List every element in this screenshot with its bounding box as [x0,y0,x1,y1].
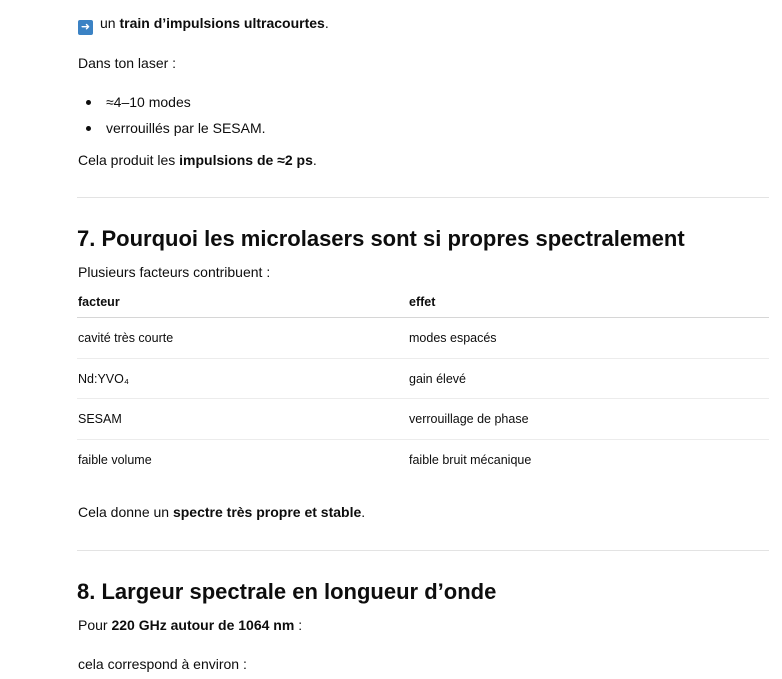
bandwidth-line: Pour 220 GHz autour de 1064 nm : [78,617,303,633]
table-cell-factor: cavité très courte [78,331,174,345]
table-header-effect: effet [409,295,436,309]
table-row-divider [77,398,769,399]
table-header-factor: facteur [78,295,120,309]
table-cell-factor: SESAM [78,412,122,426]
table-cell-effect: verrouillage de phase [409,412,529,426]
table-row-divider [77,358,769,359]
section-divider [77,197,769,198]
bullet-dot [86,100,91,105]
section-7-intro: Plusieurs facteurs contribuent : [78,264,271,280]
bullet-item: verrouillés par le SESAM. [106,120,266,136]
pulse-result-text: Cela produit les impulsions de ≈2 ps. [78,152,317,168]
table-cell-effect: faible bruit mécanique [409,453,532,467]
laser-intro-text: Dans ton laser : [78,55,177,71]
right-arrow-emoji-icon: ➜ [78,20,93,35]
section-8-heading: 8. Largeur spectrale en longueur d’onde [77,579,497,604]
section-divider [77,550,769,551]
bullet-item: ≈4–10 modes [106,94,191,110]
table-cell-effect: gain élevé [409,372,466,386]
spectrum-conclusion-text: Cela donne un spectre très propre et stable. [78,504,366,520]
table-row-divider [77,439,769,440]
table-cell-factor: Nd:YVO₄ [78,372,129,386]
correspondence-text: cela correspond à environ : [78,656,247,672]
bullet-dot [86,126,91,131]
table-cell-factor: faible volume [78,453,152,467]
section-7-heading: 7. Pourquoi les microlasers sont si propres spectralement [77,226,685,251]
impulse-train-line: ➜ un train d’impulsions ultracourtes. [78,13,329,35]
table-cell-effect: modes espacés [409,331,497,345]
table-header-divider [77,317,769,318]
